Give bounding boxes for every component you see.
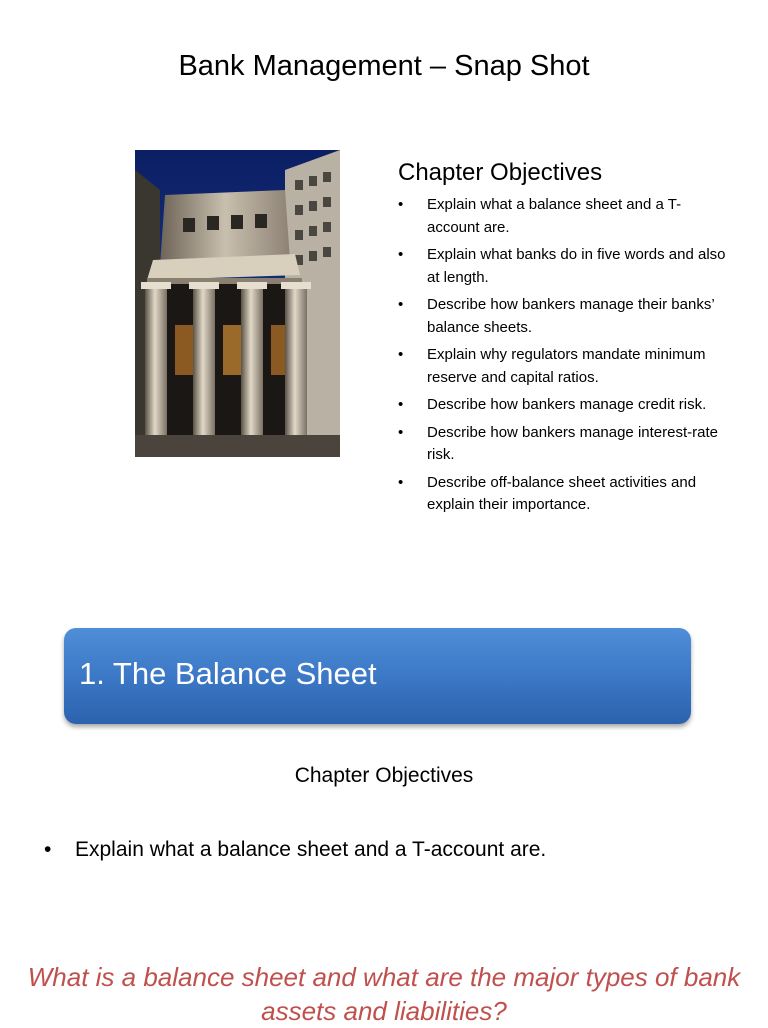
bullet-icon: • [398, 196, 404, 213]
objectives-heading: Chapter Objectives [398, 159, 603, 186]
objective-text: Explain what a balance sheet and a T-account are. [427, 196, 682, 236]
main-bullet-item [44, 834, 546, 866]
bullet-icon: • [398, 423, 404, 441]
objective-text: Describe off-balance sheet activities and explain their importance. [427, 473, 697, 513]
objective-text: Describe how bankers manage their banks’ balance sheets. [427, 296, 715, 336]
objective-text: Explain why regulators mandate minimum reserve and capital ratios. [427, 346, 706, 386]
bullet-icon: • [398, 346, 404, 363]
objective-item [398, 294, 728, 339]
objective-item [398, 344, 728, 389]
question-text: What is a balance sheet and what are the major types of bank assets and liabilities? [27, 962, 741, 1026]
section-banner [64, 628, 691, 724]
page-title: Bank Management – Snap Shot [178, 50, 590, 82]
objective-item [398, 394, 728, 417]
bullet-icon: • [398, 296, 404, 313]
bullet-icon: • [44, 838, 52, 861]
section-title: 1. The Balance Sheet [79, 656, 377, 691]
sub-heading: Chapter Objectives [294, 764, 474, 787]
main-bullet-text: Explain what a balance sheet and a T-account are. [75, 838, 547, 861]
bullet-icon: • [398, 246, 404, 263]
objective-text: Describe how bankers manage interest-rate risk. [427, 423, 718, 463]
objective-item [398, 472, 728, 517]
objectives-list [398, 194, 728, 522]
objective-item [398, 422, 728, 467]
objective-text: Describe how bankers manage credit risk. [427, 396, 707, 413]
objective-item [398, 244, 728, 289]
bank-building-photo [135, 150, 340, 457]
bullet-icon: • [398, 473, 404, 491]
objective-item [398, 194, 728, 239]
bullet-icon: • [398, 396, 404, 413]
objective-text: Explain what banks do in five words and also at length. [427, 246, 726, 286]
